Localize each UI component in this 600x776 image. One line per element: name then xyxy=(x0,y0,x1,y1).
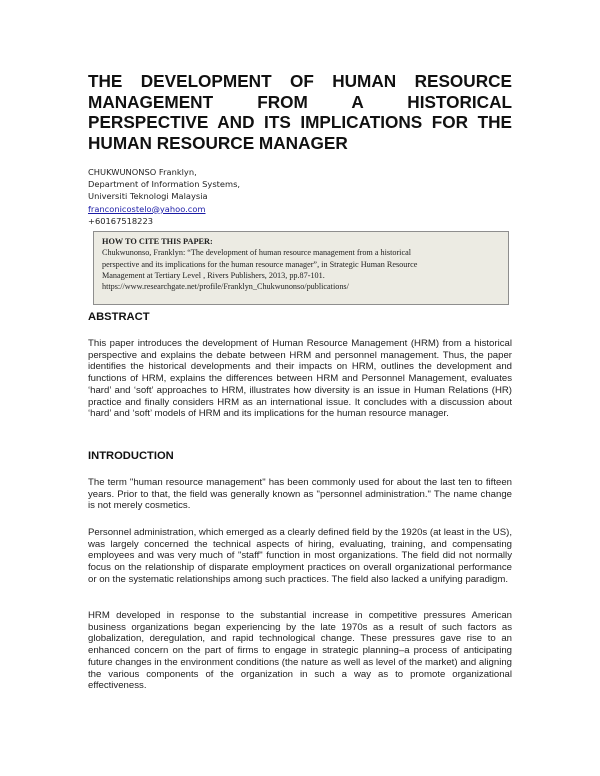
abstract-heading: ABSTRACT xyxy=(88,311,150,323)
introduction-paragraph: The term "human resource management" has been commonly used for about the last ten to fifteen years. Prior to that, the field was generally known as "personnel administration." The name change is not merely cosmetics. xyxy=(88,477,512,512)
author-email-link[interactable]: franconicostelo@yahoo.com xyxy=(88,203,206,214)
paper-title: THE DEVELOPMENT OF HUMAN RESOURCE MANAGEMENT FROM A HISTORICAL PERSPECTIVE AND ITS IMPLICATIONS FOR THE HUMAN RESOURCE MANAGER xyxy=(88,71,512,153)
introduction-paragraph: HRM developed in response to the substantial increase in competitive pressures American business organizations began experiencing by the late 1970s as a result of such factors as globalization, deregulation, and rapid technological change. These pressures gave rise to an enhanced concern on the part of firms to engage in strategic planning–a process of anticipating future changes in the environment conditions (the nature as well as level of the market) and aligning the various components of the organization in such a way as to promote organizational effectiveness. xyxy=(88,610,512,692)
citation-url: https://www.researchgate.net/profile/Franklyn_Chukwunonso/publications/ xyxy=(102,282,349,292)
author-department: Department of Information Systems, xyxy=(88,179,241,190)
introduction-paragraph: Personnel administration, which emerged as a clearly defined field by the 1920s (at least in the US), was largely concerned the technical aspects of hiring, evaluating, training, and compensating employees and was very much of "staff" function in most organizations. The field did not normally focus on the relationship of disparate employment practices on overall organizational performance or on the systematic relationships among such practices. The field also lacked a unifying paradigm. xyxy=(88,527,512,585)
citation-box xyxy=(93,231,509,305)
citation-heading: HOW TO CITE THIS PAPER: xyxy=(102,237,213,246)
abstract-text: This paper introduces the development of Human Resource Management (HRM) from a historical perspective and explains the debate between HRM and personnel management. Thus, the paper identifies the historical developments and their impacts on HRM, outlines the development and functions of HRM, explains the differences between HRM and Personnel Management, evaluates ‘hard’ and ‘soft’ approaches to HRM, illustrates how diversity is an issue in Human Relations (HR) practice and finally considers HRM as an international issue. It concludes with a discussion about ‘hard’ and ‘soft’ models of HRM and its implications for the human resource manager. xyxy=(88,338,512,420)
citation-line: Chukwunonso, Franklyn: “The development of human resource management from a historical xyxy=(102,248,411,258)
citation-line: perspective and its implications for the human resource manager”, in Strategic Human Resource xyxy=(102,259,418,269)
author-name: CHUKWUNONSO Franklyn, xyxy=(88,167,197,177)
author-info xyxy=(88,166,388,227)
author-university: Universiti Teknologi Malaysia xyxy=(88,191,208,202)
introduction-heading: INTRODUCTION xyxy=(88,450,174,462)
citation-line: Management at Tertiary Level , Rivers Publishers, 2013, pp.87-101. xyxy=(102,270,325,280)
author-phone: +60167518223 xyxy=(88,215,154,226)
